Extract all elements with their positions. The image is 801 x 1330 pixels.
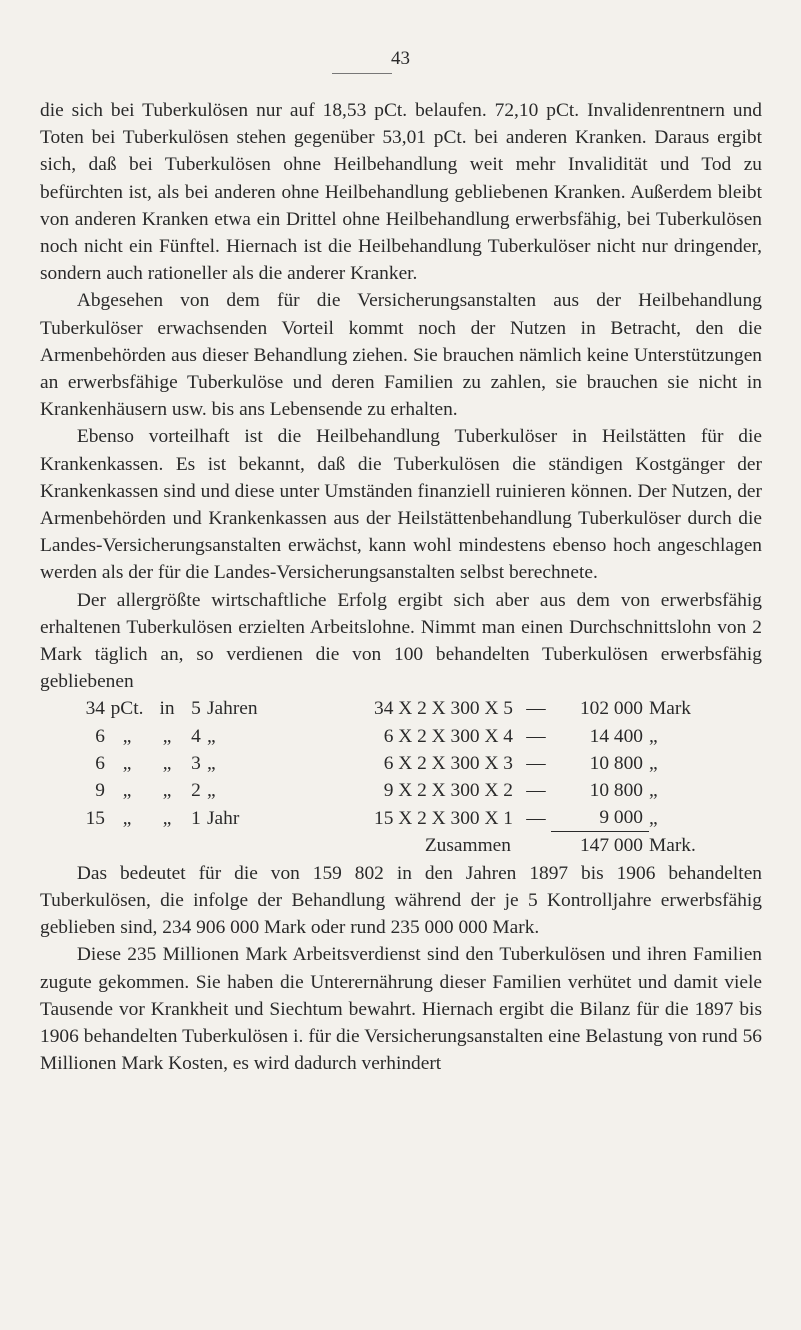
- calc-count: 6: [95, 752, 105, 774]
- calc-currency: „: [649, 807, 658, 829]
- calc-dash: —: [526, 807, 546, 829]
- calc-expression: 15 X 2 X 300 X 1: [374, 807, 513, 829]
- calc-in: „: [162, 807, 172, 829]
- paragraph-4: Der allergrößte wirtschaftliche Erfolg ergibt sich aber aus dem von erwerbsfähig erhaltenen Tuberkulösen erzielten Arbeitslohne. Nimmt man einen Durchschnittslohn von 2 Mark täglich an, so verdienen die von 100 behandelten Tuberkulösen erwerbsfähig gebliebenen: [40, 589, 762, 693]
- calc-amount: 10 800: [589, 752, 643, 774]
- calc-pct: „: [122, 807, 132, 829]
- calc-count: 9: [95, 780, 105, 802]
- calc-currency: „: [649, 725, 658, 747]
- paragraph-3: Ebenso vorteilhaft ist die Heilbehandlung Tuberkulöser in Heilstätten für die Krankenkassen. Es ist bekannt, daß die Tuberkulösen die ständigen Kostgänger der Krankenkassen sind und diese unter Umständen finanziell ruinieren können. Der Nutzen, der Armenbehörden und Krankenkassen aus der Heilstättenbehandlung Tuberkulöser durch die Landes-Versicherungsanstalten erwächst, kann wohl mindestens ebenso hoch angeschlagen werden als der für die Landes-Versicherungsanstalten selbst berechnete.: [40, 426, 762, 584]
- calc-row: [53, 804, 696, 832]
- calc-amount: 10 800: [589, 780, 643, 802]
- calc-expression: 6 X 2 X 300 X 3: [383, 752, 513, 774]
- calc-unit: „: [207, 780, 216, 802]
- page-number-underline: [332, 73, 392, 74]
- calc-years: 5: [191, 698, 201, 720]
- total-currency: Mark.: [649, 835, 696, 857]
- calc-dash: —: [526, 698, 546, 720]
- calc-expression: 9 X 2 X 300 X 2: [383, 780, 513, 802]
- calc-amount: 9 000: [551, 804, 649, 832]
- calc-in: „: [162, 780, 172, 802]
- page-number: 43: [391, 48, 410, 69]
- calc-currency: Mark: [649, 698, 692, 720]
- calc-dash: —: [526, 725, 546, 747]
- calc-currency: „: [649, 780, 658, 802]
- calc-years: 2: [191, 780, 201, 802]
- total-label: Zusammen: [424, 835, 511, 857]
- calc-amount: 102 000: [579, 698, 643, 720]
- calc-in: in: [159, 698, 175, 720]
- calc-unit: „: [207, 752, 216, 774]
- calc-currency: „: [649, 752, 658, 774]
- calc-years: 1: [191, 807, 201, 829]
- calc-in: „: [162, 752, 172, 774]
- earnings-calculation-table: [53, 695, 696, 859]
- calc-pct: „: [122, 780, 132, 802]
- calc-row: [53, 723, 696, 750]
- total-amount: 147 000: [579, 835, 643, 857]
- calc-count: 34: [85, 698, 105, 720]
- calc-pct: „: [122, 752, 132, 774]
- calc-unit: Jahr: [207, 807, 240, 829]
- calc-dash: —: [526, 780, 546, 802]
- calc-expression: 34 X 2 X 300 X 5: [374, 698, 513, 720]
- calc-pct: pCt.: [110, 698, 144, 720]
- paragraph-6: Diese 235 Millionen Mark Arbeitsverdienst sind den Tuberkulösen und ihren Familien zugute gekommen. Sie haben die Unterernährung dieser Familien verhütet und damit viele Tausende vor Krankheit und Siechtum bewahrt. Hiernach ergibt die Bilanz für die 1897 bis 1906 behandelten Tuberkulösen i. für die Versicherungsanstalten eine Belastung von rund 56 Millionen Mark Kosten, es wird dadurch verhindert: [40, 944, 762, 1075]
- calc-count: 15: [85, 807, 105, 829]
- calc-years: 4: [191, 725, 201, 747]
- calc-pct: „: [122, 725, 132, 747]
- paragraph-1: die sich bei Tuberkulösen nur auf 18,53 pCt. belaufen. 72,10 pCt. Invalidenrentnern und Toten bei Tuberkulösen stehen gegenüber 53,01 pCt. bei anderen Kranken. Daraus ergibt sich, daß bei Tuberkulösen ohne Heilbehandlung weit mehr Invalidität und Tod zu befürchten ist, als bei anderen ohne Heilbehandlung gebliebenen Kranken. Außerdem bleibt von anderen Kranken etwa ein Drittel ohne Heilbehandlung erwerbsfähig, bei Tuberkulösen noch nicht ein Fünftel. Hiernach ist die Heilbehandlung Tuberkulöser nicht nur dringender, sondern auch rationeller als die anderer Kranker.: [40, 100, 762, 285]
- calc-row: [53, 695, 696, 722]
- total-row: [53, 832, 696, 860]
- paragraph-5: Das bedeutet für die von 159 802 in den Jahren 1897 bis 1906 behandelten Tuberkulösen, die infolge der Behandlung während der je 5 Kontrolljahre erwerbsfähig geblieben sind, 234 906 000 Mark oder rund 235 000 000 Mark.: [40, 862, 762, 939]
- calc-unit: „: [207, 725, 216, 747]
- calc-unit: Jahren: [207, 698, 258, 720]
- calc-in: „: [162, 725, 172, 747]
- paragraph-2: Abgesehen von dem für die Versicherungsanstalten aus der Heilbehandlung Tuberkulöser erwachsenden Vorteil kommt noch der Nutzen in Betracht, den die Armenbehörden aus dieser Behandlung ziehen. Sie brauchen nämlich keine Unterstützungen an erwerbsfähige Tuberkulöse und deren Familien zu zahlen, sie brauchen sie nicht in Krankenhäusern usw. bis ans Lebensende zu erhalten.: [40, 290, 762, 421]
- calc-amount: 14 400: [589, 725, 643, 747]
- calc-count: 6: [95, 725, 105, 747]
- calc-dash: —: [526, 752, 546, 774]
- calc-years: 3: [191, 752, 201, 774]
- calc-expression: 6 X 2 X 300 X 4: [383, 725, 513, 747]
- body-text: [40, 97, 762, 1077]
- calc-row: [53, 777, 696, 804]
- calc-row: [53, 750, 696, 777]
